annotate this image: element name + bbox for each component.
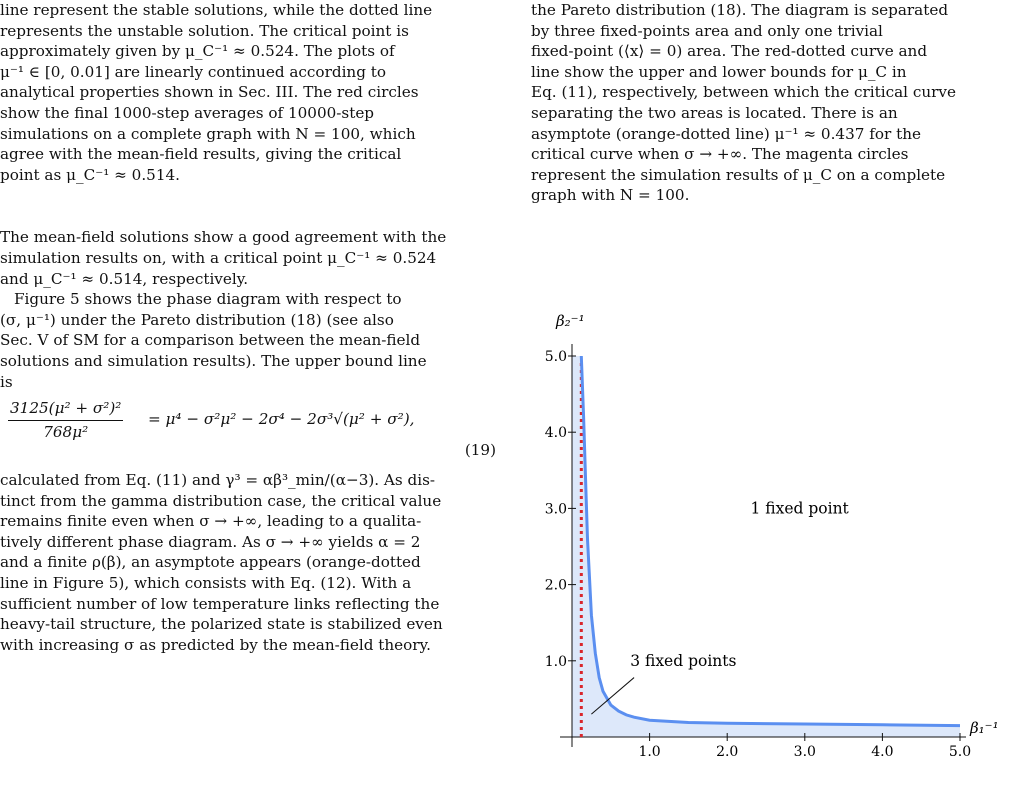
phase-diagram-chart (540, 300, 1016, 786)
text-line: calculated from Eq. (11) and γ³ = αβ³_min/(α−3). As dis- (0, 471, 436, 490)
region-label-three-fixed-points: 3 fixed points (630, 651, 737, 670)
caption-line: agree with the mean-field results, giving the critical (0, 145, 402, 164)
y-axis-label: β₂⁻¹ (556, 312, 585, 330)
three-fixed-points-region (572, 356, 960, 737)
caption-line: the Pareto distribution (18). The diagram is separated (531, 1, 949, 19)
text-line: tinct from the gamma distribution case, the critical value (0, 491, 442, 510)
equation-rhs: = μ⁴ − σ²μ² − 2σ⁴ − 2σ³√(μ² + σ²), (148, 410, 415, 429)
text-line: Sec. V of SM for a comparison between the mean-field (0, 331, 421, 350)
text-line: simulation results on, with a critical point μ_C⁻¹ ≈ 0.524 (0, 248, 437, 267)
critical-curve (581, 356, 960, 726)
x-tick-label: 5.0 (948, 744, 972, 760)
caption-line: point as μ_C⁻¹ ≈ 0.514. (0, 165, 180, 184)
y-tick-label: 1.0 (544, 653, 567, 670)
equation-numerator: 3125(μ² + σ²)² (8, 398, 123, 421)
text-line: and a finite ρ(β), an asymptote appears (orange-dotted (0, 553, 421, 572)
caption-line: represents the unstable solution. The critical point is (0, 21, 409, 40)
y-tick-label: 5.0 (544, 349, 567, 365)
region-label-one-fixed-point: 1 fixed point (750, 499, 849, 518)
text-line: and μ_C⁻¹ ≈ 0.514, respectively. (0, 269, 249, 288)
text-line: remains finite even when σ → +∞, leading to a qualita- (0, 512, 422, 531)
x-axis-label: β₁⁻¹ (970, 719, 999, 737)
x-tick-label: 2.0 (716, 744, 739, 760)
text-line: is (0, 372, 13, 391)
caption-line: fixed-point (⟨x⟩ = 0) area. The red-dotted curve and (531, 42, 928, 61)
equation-19 (0, 398, 496, 462)
text-line: Figure 5 shows the phase diagram with respect to (14, 290, 402, 309)
caption-line: line represent the stable solutions, while the dotted line (0, 1, 433, 19)
equation-fraction (8, 398, 123, 442)
text-line: with increasing σ as predicted by the mean-field theory. (0, 635, 431, 654)
caption-line: critical curve when σ → +∞. The magenta circles (531, 145, 909, 164)
text-line: solutions and simulation results). The upper bound line (0, 351, 427, 370)
caption-line: analytical properties shown in Sec. III. The red circles (0, 83, 419, 102)
text-line: (σ, μ⁻¹) under the Pareto distribution (18) (see also (0, 310, 394, 329)
text-line: heavy-tail structure, the polarized state is stabilized even (0, 615, 443, 634)
caption-line: graph with N = 100. (531, 186, 690, 205)
caption-line: separating the two areas is located. There is an (531, 103, 898, 122)
text-line: sufficient number of low temperature links reflecting the (0, 594, 440, 613)
y-tick-label: 2.0 (544, 577, 567, 594)
y-tick-label: 4.0 (544, 425, 567, 442)
figure-caption-tail (0, 0, 496, 185)
paragraph-discussion (0, 470, 496, 655)
caption-line: μ⁻¹ ∈ [0, 0.01] are linearly continued according to (0, 62, 386, 81)
x-tick-label: 3.0 (793, 744, 816, 760)
y-tick-label: 3.0 (544, 501, 567, 518)
caption-line: Eq. (11), respectively, between which the critical curve (531, 83, 956, 102)
caption-line: simulations on a complete graph with N = 100, which (0, 124, 416, 143)
caption-line: approximately given by μ_C⁻¹ ≈ 0.524. The plots of (0, 42, 395, 61)
paragraph-figure5 (0, 289, 496, 392)
equation-denominator: 768μ² (43, 422, 89, 441)
caption-line: by three fixed-points area and only one trivial (531, 21, 883, 40)
caption-line: show the final 1000-step averages of 10000-step (0, 103, 375, 122)
caption-line: line show the upper and lower bounds for μ_C in (531, 62, 907, 81)
text-line: The mean-field solutions show a good agreement with the (0, 228, 447, 247)
text-line: tively different phase diagram. As σ → +∞ yields α = 2 (0, 532, 421, 551)
equation-number: (19) (464, 441, 496, 460)
left-column (0, 0, 496, 655)
paragraph-mean-field (0, 227, 496, 289)
x-tick-label: 1.0 (638, 744, 661, 760)
right-column (531, 0, 999, 206)
x-tick-label: 4.0 (871, 744, 894, 760)
figure5-caption-tail (531, 0, 999, 206)
caption-line: represent the simulation results of μ_C on a complete (531, 165, 946, 184)
text-line: line in Figure 5), which consists with Eq. (12). With a (0, 574, 412, 593)
caption-line: asymptote (orange-dotted line) μ⁻¹ ≈ 0.437 for the (531, 124, 921, 143)
